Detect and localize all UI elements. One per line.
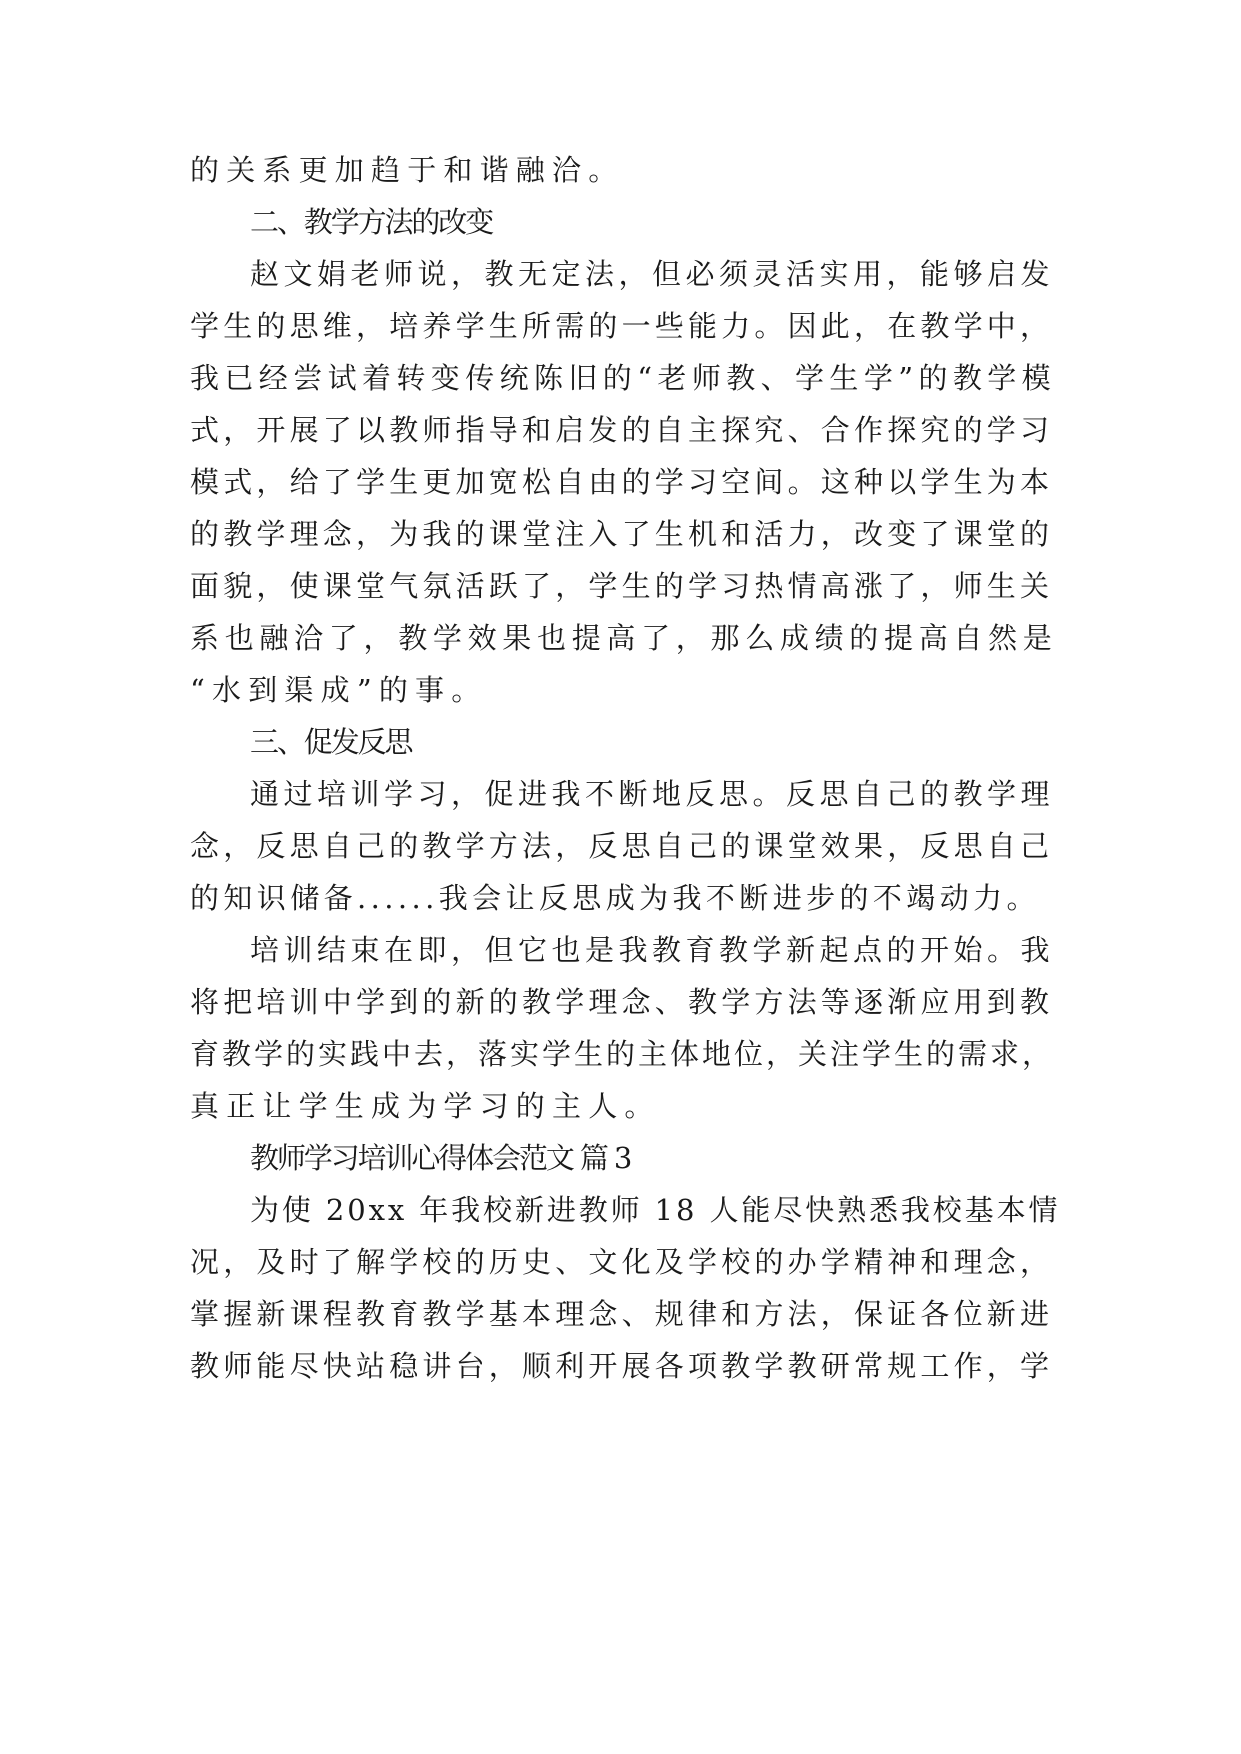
paragraph-line: 式，开展了以教师指导和启发的自主探究、合作探究的学习 (190, 413, 1054, 447)
paragraph-line: 为使 20xx 年我校新进教师 18 人能尽快熟悉我校基本情 (250, 1193, 1061, 1227)
paragraph-line: 的教学理念，为我的课堂注入了生机和活力，改变了课堂的 (190, 517, 1054, 551)
paragraph-line: 赵文娟老师说，教无定法，但必须灵活实用，能够启发 (250, 257, 1055, 291)
paragraph-line: 学生的思维，培养学生所需的一些能力。因此，在教学中， (190, 309, 1054, 343)
paragraph-line: 我已经尝试着转变传统陈旧的“老师教、学生学”的教学模 (190, 361, 1057, 395)
article-title: 教师学习培训心得体会范文 篇 3 (250, 1141, 631, 1175)
paragraph-line: 的关系更加趋于和谐融洽。 (190, 153, 625, 187)
paragraph-line: 的知识储备......我会让反思成为我不断进步的不竭动力。 (190, 881, 1040, 915)
section-heading: 三、促发反思 (250, 725, 412, 759)
paragraph-line: 培训结束在即，但它也是我教育教学新起点的开始。我 (250, 933, 1055, 967)
paragraph-line: 掌握新课程教育教学基本理念、规律和方法，保证各位新进 (190, 1297, 1054, 1331)
paragraph-line: 面貌，使课堂气氛活跃了，学生的学习热情高涨了，师生关 (190, 569, 1054, 603)
paragraph-line: 真正让学生成为学习的主人。 (190, 1089, 661, 1123)
paragraph-line: “水到渠成”的事。 (190, 673, 488, 707)
paragraph-line: 将把培训中学到的新的教学理念、教学方法等逐渐应用到教 (190, 985, 1054, 1019)
paragraph-line: 育教学的实践中去，落实学生的主体地位，关注学生的需求， (190, 1037, 1055, 1071)
paragraph-line: 系也融洽了，教学效果也提高了，那么成绩的提高自然是 (190, 621, 1058, 655)
section-heading: 二、教学方法的改变 (250, 205, 493, 239)
paragraph-line: 况，及时了解学校的历史、文化及学校的办学精神和理念， (190, 1245, 1054, 1279)
paragraph-line: 念，反思自己的教学方法，反思自己的课堂效果，反思自己 (190, 829, 1054, 863)
paragraph-line: 通过培训学习，促进我不断地反思。反思自己的教学理 (250, 777, 1055, 811)
paragraph-line: 模式，给了学生更加宽松自由的学习空间。这种以学生为本 (190, 465, 1054, 499)
paragraph-line: 教师能尽快站稳讲台，顺利开展各项教学教研常规工作，学 (190, 1349, 1054, 1383)
